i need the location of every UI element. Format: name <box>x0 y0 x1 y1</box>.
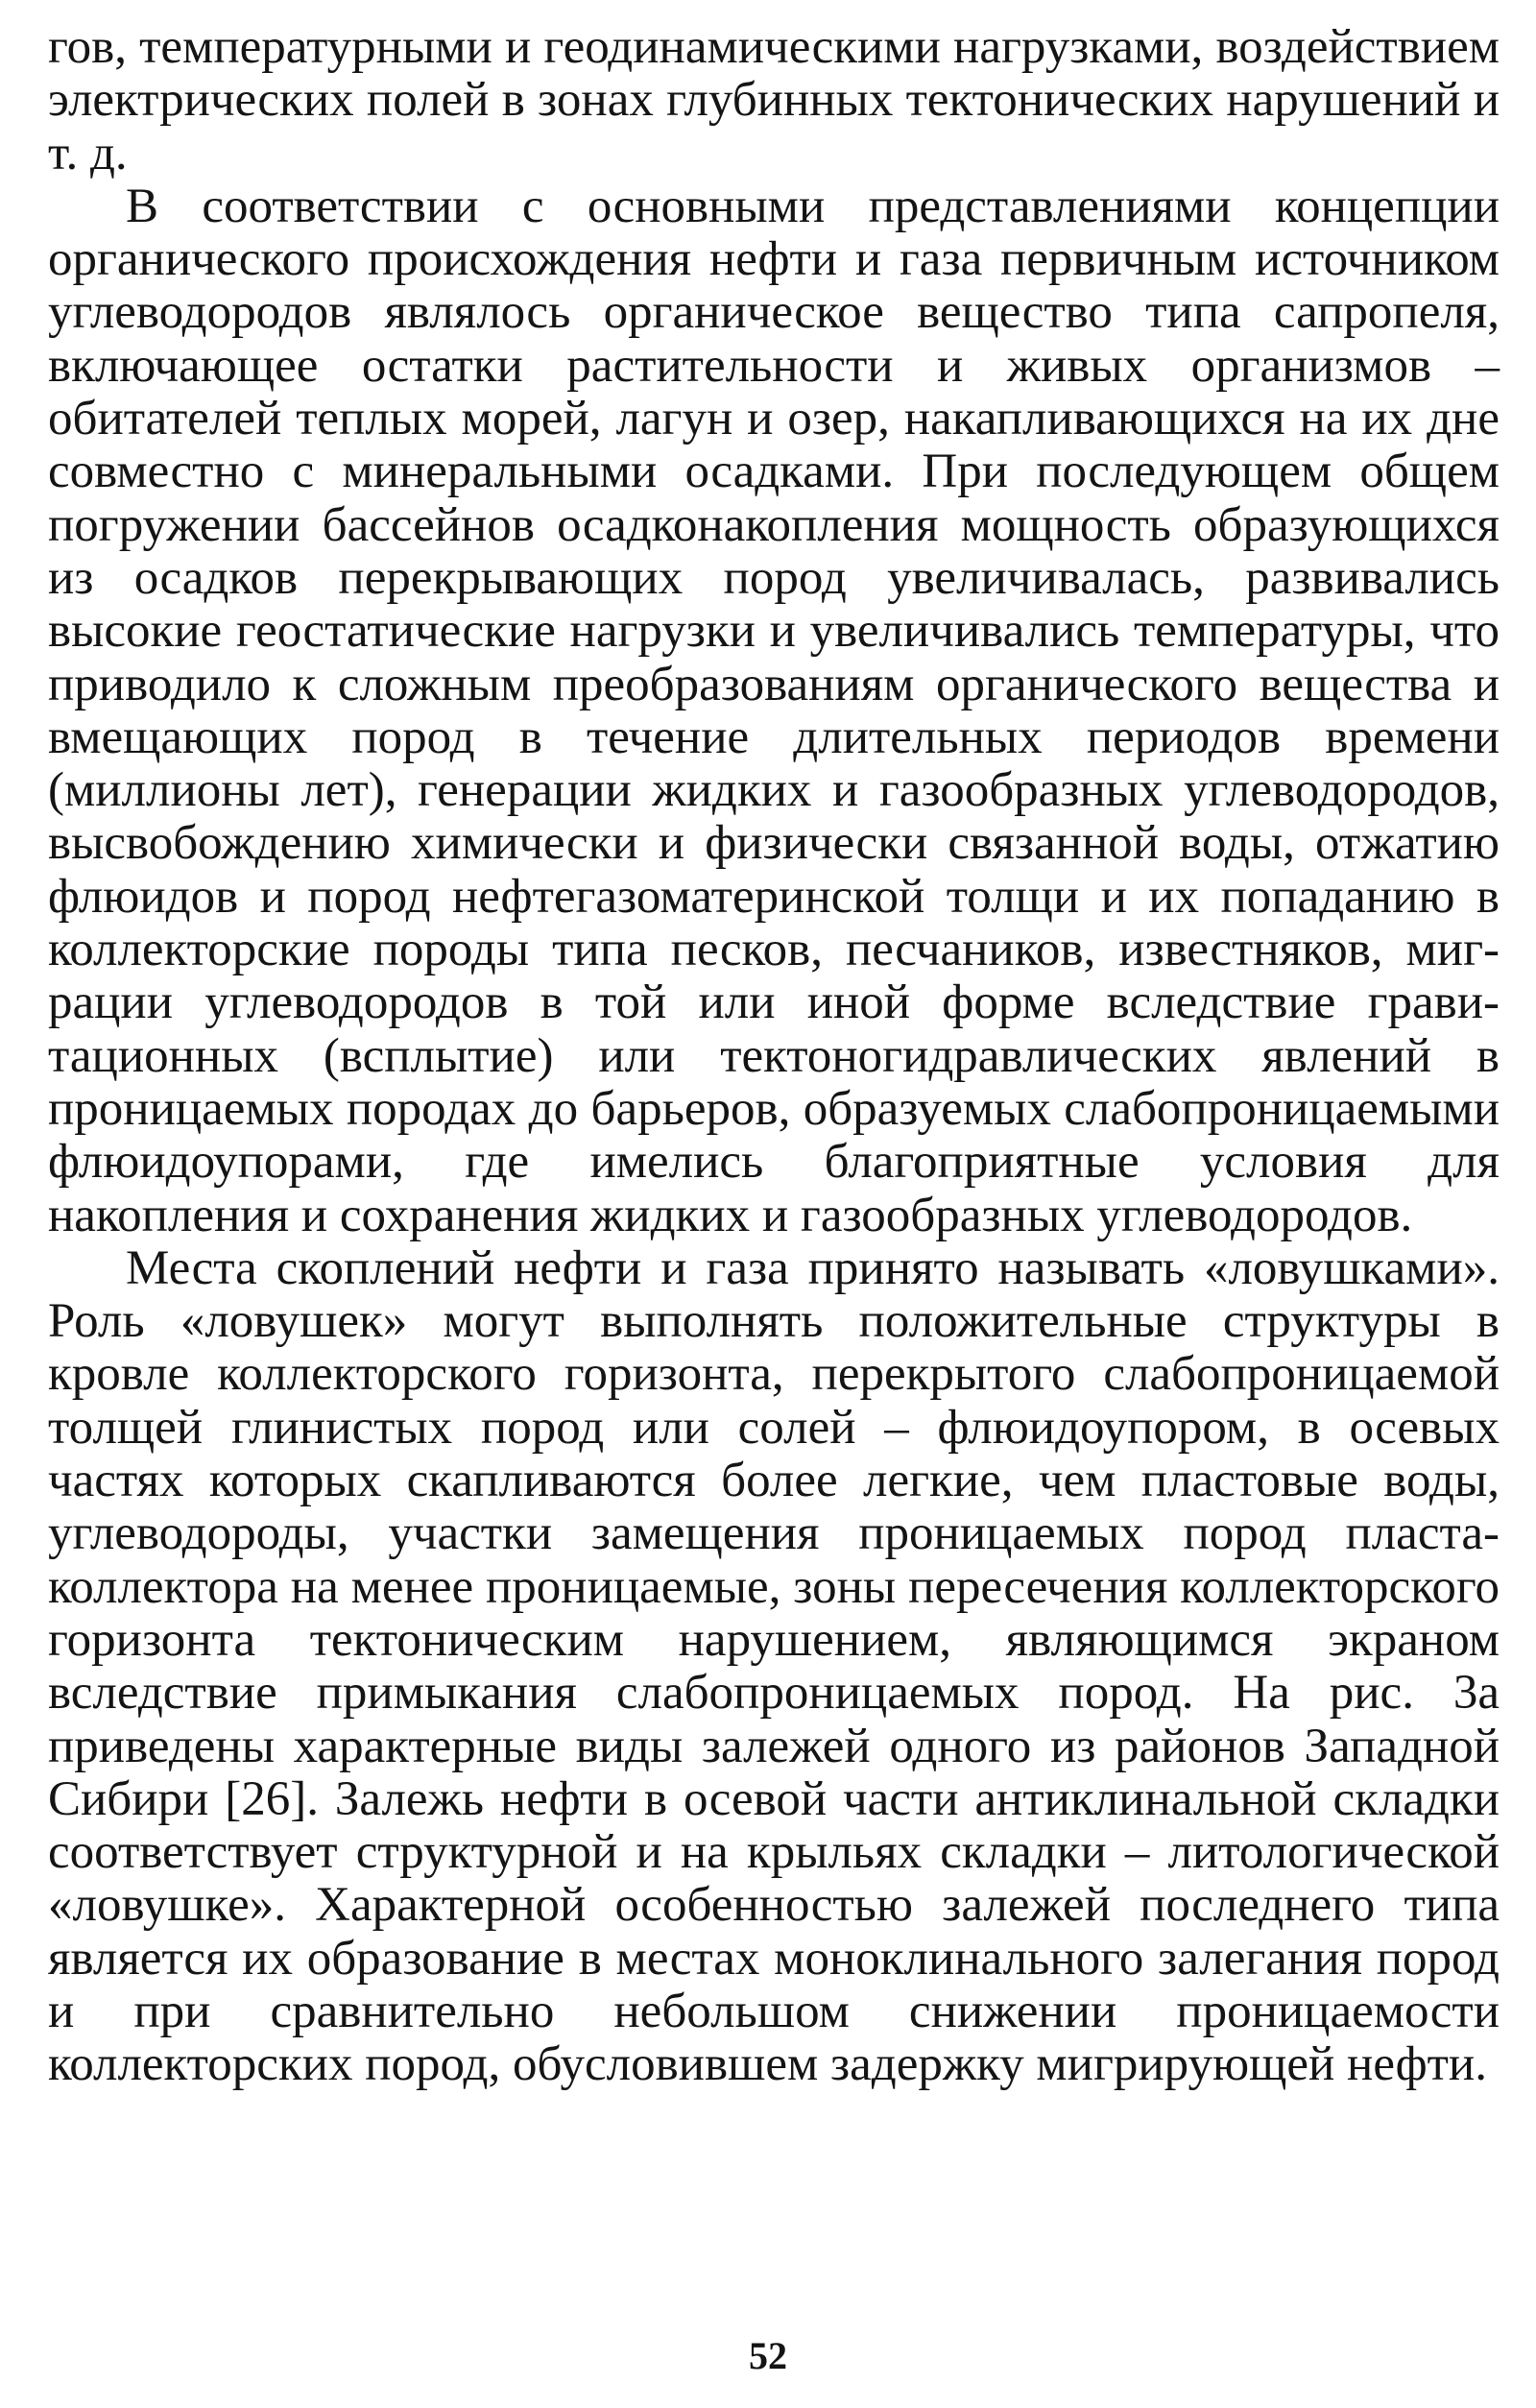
page-number: 52 <box>749 2334 787 2377</box>
page-body <box>48 21 1500 2092</box>
paragraph-organic-origin: В соответствии с основными представлениями концепции органического происхождения нефти и газа первичным источником углеводородов являлось органическое вещество типа сапропеля, включающее остатки растительности и живых организмов – обитателей теплых морей, лагун и озер, накапливающихся на их дне совместно с минеральными осадками. При последующем общем погружении бассейнов осадконакопления мощность образующихся из осадков перекрывающих пород увеличивалась, развивались высокие геостатические нагрузки и увеличивались температуры, что приводило к сложным преобразованиям органического вещества и вмещающих пород в течение длительных периодов времени (миллионы лет), генерации жидких и газообразных углеводородов, высвобождению химически и физически связанной воды, отжатию флюидов и пород нефтегазоматеринской толщи и их попаданию в коллекторские породы типа песков, песчаников, известняков, миграции углеводородов в той или иной форме вследствие гравитационных (всплытие) или тектоногидравлических явлений в проницаемых породах до барьеров, образуемых слабопроницаемыми флюидоупорами, где имелись благоприятные условия для накопления и сохранения жидких и газообразных углеводородов. <box>48 179 1500 1242</box>
paragraph-continuation: гов, температурными и геодинамическими нагрузками, воздействием электрических полей в зонах глубинных тектонических нарушений и т. д. <box>48 20 1500 181</box>
paragraph-traps: Места скоплений нефти и газа принято называть «ловушками». Роль «ловушек» могут выполнять положительные структуры в кровле коллекторского горизонта, перекрытого слабопроницаемой толщей глинистых пород или солей – флюидоупором, в осевых частях которых скапливаются более легкие, чем пластовые воды, углеводороды, участки замещения проницаемых пород пласта-коллектора на менее проницаемые, зоны пересечения коллекторского горизонта тектоническим нарушением, являющимся экраном вследствие примыкания слабопроницаемых пород. На рис. 3а приведены характерные виды залежей одного из районов Западной Сибири [26]. Залежь нефти в осевой части антиклинальной складки соответствует структурной и на крыльях складки – литологической «ловушке». Характерной особенностью залежей последнего типа является их образование в местах моноклинального залегания пород и при сравнительно небольшом снижении проницаемости коллекторских пород, обусловившем задержку мигрирующей нефти. <box>48 1240 1500 2092</box>
